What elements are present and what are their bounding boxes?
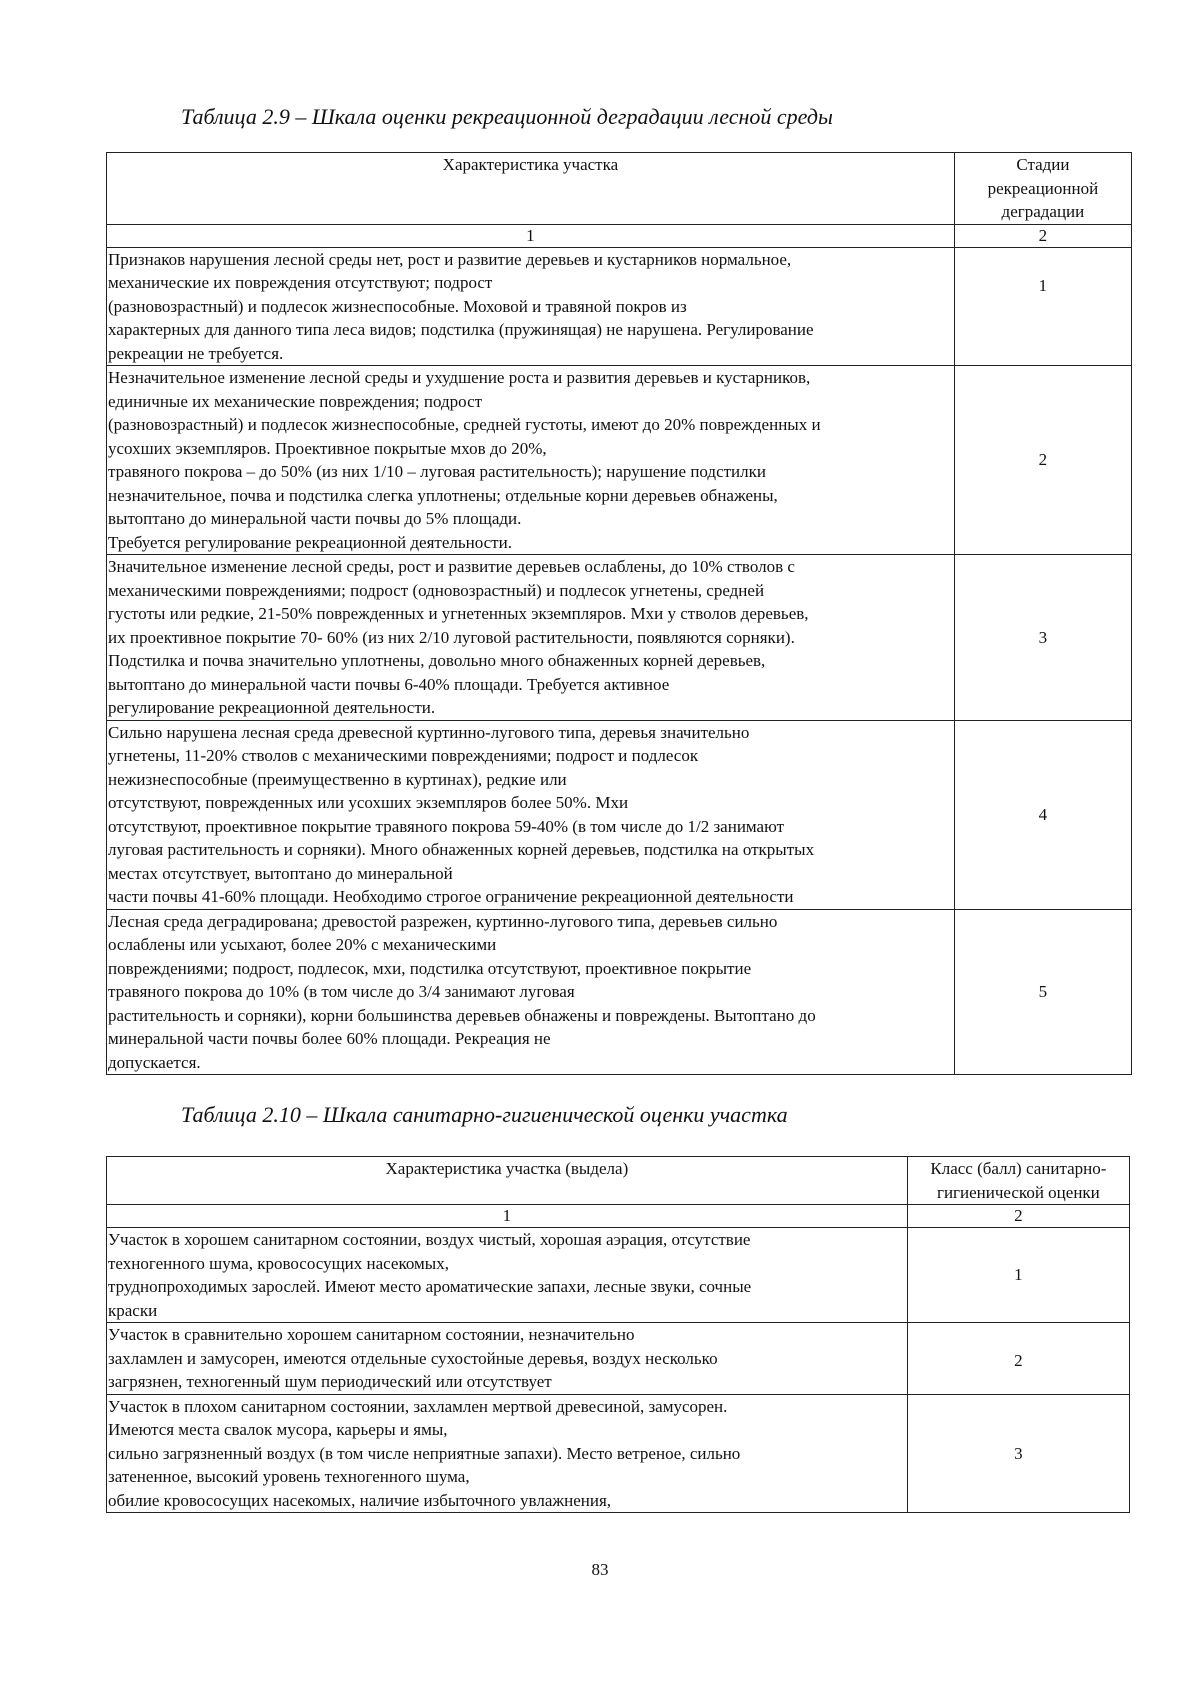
characteristic-line: Лесная среда деградирована; древостой разрежен, куртинно-лугового типа, деревьев сильно	[108, 911, 778, 931]
characteristic-line: вытоптано до минеральной части почвы до 5% площади.	[108, 509, 522, 528]
column-number: 2	[907, 1205, 1129, 1228]
table-2-9-caption: Таблица 2.9 – Шкала оценки рекреационной деградации лесной среды	[181, 104, 833, 129]
characteristic-line: Имеются места свалок мусора, карьеры и ямы,	[108, 1420, 448, 1439]
class-value: 3	[907, 1394, 1129, 1513]
characteristic-line: их проективное покрытие 70- 60% (из них 2/10 луговой растительности, появляются сорняки).	[108, 627, 795, 647]
characteristic-line: загрязнен, техногенный шум периодический или отсутствует	[108, 1372, 552, 1391]
header-characteristic: Характеристика участка (выдела)	[107, 1157, 908, 1205]
table-header-row	[107, 153, 1132, 225]
characteristic-line: (разновозрастный) и подлесок жизнеспособные. Моховой и травяной покров из	[108, 296, 687, 316]
characteristic-line: техногенного шума, кровососущих насекомых,	[108, 1253, 449, 1273]
characteristic-line: ослаблены или усыхают, более 20% с механическими	[108, 935, 497, 954]
row-characteristic	[107, 909, 955, 1075]
characteristic-line: Признаков нарушения лесной среды нет, рост и развитие деревьев и кустарников нормальное,	[108, 249, 792, 269]
header-stages-line: деградации	[1001, 202, 1085, 221]
class-value: 2	[907, 1323, 1129, 1395]
table-row	[107, 720, 1132, 909]
row-characteristic	[107, 1228, 908, 1323]
characteristic-line: захламлен и замусорен, имеются отдельные сухостойные деревья, воздух несколько	[108, 1348, 718, 1368]
header-class-line: Класс (балл) санитарно-	[930, 1159, 1107, 1178]
characteristic-line: труднопроходимых зарослей. Имеют место ароматические запахи, лесные звуки, сочные	[108, 1277, 752, 1296]
characteristic-line: единичные их механические повреждения; подрост	[108, 391, 483, 411]
characteristic-line: регулирование рекреационной деятельности.	[108, 698, 436, 717]
table-2-10-body	[107, 1228, 1130, 1513]
column-number: 1	[107, 224, 955, 247]
characteristic-line: Участок в плохом санитарном состоянии, захламлен мертвой древесиной, замусорен.	[108, 1396, 728, 1416]
characteristic-line: допускается.	[108, 1052, 201, 1072]
table-2-10	[106, 1156, 1130, 1513]
header-stages	[954, 153, 1131, 225]
characteristic-line: травяного покрова до 10% (в том числе до 3/4 занимают луговая	[108, 982, 575, 1001]
table-2-10-caption: Таблица 2.10 – Шкала санитарно-гигиенической оценки участка	[181, 1102, 788, 1127]
table-row	[107, 1323, 1130, 1395]
row-characteristic	[107, 247, 955, 366]
characteristic-line: отсутствуют, поврежденных или усохших экземпляров более 50%. Мхи	[108, 793, 629, 812]
stage-value: 4	[954, 720, 1131, 909]
stage-value: 3	[954, 555, 1131, 721]
characteristic-line: краски	[108, 1300, 158, 1320]
header-stages-line: рекреационной	[987, 178, 1099, 198]
stage-value: 1	[954, 247, 1131, 366]
characteristic-line: Участок в хорошем санитарном состоянии, воздух чистый, хорошая аэрация, отсутствие	[108, 1230, 751, 1249]
characteristic-line: (разновозрастный) и подлесок жизнеспособные, средней густоты, имеют до 20% поврежденных и	[108, 415, 821, 434]
column-number: 1	[107, 1205, 908, 1228]
header-class-line: гигиенической оценки	[936, 1182, 1100, 1202]
characteristic-line: затененное, высокий уровень техногенного шума,	[108, 1467, 470, 1486]
characteristic-line: густоты или редкие, 21-50% поврежденных и угнетенных экземпляров. Мхи у стволов деревьев,	[108, 604, 809, 623]
column-number: 2	[954, 224, 1131, 247]
page-number: 83	[591, 1560, 609, 1579]
header-stages-line: Стадии	[1016, 155, 1070, 174]
column-number-row	[107, 224, 1132, 247]
characteristic-line: усохших экземпляров. Проективное покрытые мхов до 20%,	[108, 438, 547, 458]
characteristic-line: травяного покрова – до 50% (из них 1/10 – луговая растительность); нарушение подстилки	[108, 462, 766, 481]
characteristic-line: Незначительное изменение лесной среды и ухудшение роста и развития деревьев и кустарников,	[108, 368, 811, 387]
characteristic-line: сильно загрязненный воздух (в том числе неприятные запахи). Место ветреное, сильно	[108, 1443, 741, 1463]
characteristic-line: минеральной части почвы более 60% площади. Рекреация не	[108, 1029, 551, 1048]
row-characteristic	[107, 1394, 908, 1513]
characteristic-line: Участок в сравнительно хорошем санитарном состоянии, незначительно	[108, 1325, 635, 1344]
table-2-9	[106, 152, 1132, 1075]
characteristic-line: отсутствуют, проективное покрытие травяного покрова 59-40% (в том числе до 1/2 занимают	[108, 816, 785, 836]
row-characteristic	[107, 720, 955, 909]
row-characteristic	[107, 366, 955, 555]
characteristic-line: механические их повреждения отсутствуют; подрост	[108, 273, 493, 292]
characteristic-line: повреждениями; подрост, подлесок, мхи, подстилка отсутствуют, проективное покрытие	[108, 958, 752, 978]
characteristic-line: Сильно нарушена лесная среда древесной куртинно-лугового типа, деревья значительно	[108, 722, 750, 742]
table-row	[107, 909, 1132, 1075]
table-row	[107, 555, 1132, 721]
table-row	[107, 247, 1132, 366]
stage-value: 5	[954, 909, 1131, 1075]
column-number-row	[107, 1205, 1130, 1228]
characteristic-line: луговая растительность и сорняки). Много обнаженных корней деревьев, подстилка на открытых	[108, 840, 815, 859]
characteristic-line: характерных для данного типа леса видов; подстилка (пружинящая) не нарушена. Регулирование	[108, 320, 814, 339]
characteristic-line: механическими повреждениями; подрост (одновозрастный) и подлесок угнетены, средней	[108, 580, 765, 600]
characteristic-line: нежизнеспособные (преимущественно в куртинах), редкие или	[108, 769, 567, 789]
stage-value: 2	[954, 366, 1131, 555]
characteristic-line: обилие кровососущих насекомых, наличие избыточного увлажнения,	[108, 1490, 612, 1510]
characteristic-line: Значительное изменение лесной среды, рост и развитие деревьев ослаблены, до 10% стволов с	[108, 557, 795, 576]
characteristic-line: Требуется регулирование рекреационной деятельности.	[108, 532, 512, 552]
header-class	[907, 1157, 1129, 1205]
characteristic-line: местах отсутствует, вытоптано до минеральной	[108, 863, 453, 883]
table-row	[107, 366, 1132, 555]
table-row	[107, 1228, 1130, 1323]
characteristic-line: рекреации не требуется.	[108, 343, 284, 363]
row-characteristic	[107, 1323, 908, 1395]
characteristic-line: угнетены, 11-20% стволов с механическими повреждениями; подрост и подлесок	[108, 746, 699, 765]
characteristic-line: растительность и сорняки), корни большинства деревьев обнажены и повреждены. Вытоптано до	[108, 1005, 816, 1025]
characteristic-line: части почвы 41-60% площади. Необходимо строгое ограничение рекреационной деятельности	[108, 887, 794, 906]
table-2-9-body	[107, 247, 1132, 1075]
table-header-row	[107, 1157, 1130, 1205]
table-row	[107, 1394, 1130, 1513]
characteristic-line: вытоптано до минеральной части почвы 6-40% площади. Требуется активное	[108, 674, 670, 694]
characteristic-line: незначительное, почва и подстилка слегка уплотнены; отдельные корни деревьев обнажены,	[108, 485, 778, 505]
header-characteristic: Характеристика участка	[107, 153, 955, 225]
row-characteristic	[107, 555, 955, 721]
class-value: 1	[907, 1228, 1129, 1323]
characteristic-line: Подстилка и почва значительно уплотнены, довольно много обнаженных корней деревьев,	[108, 651, 766, 670]
